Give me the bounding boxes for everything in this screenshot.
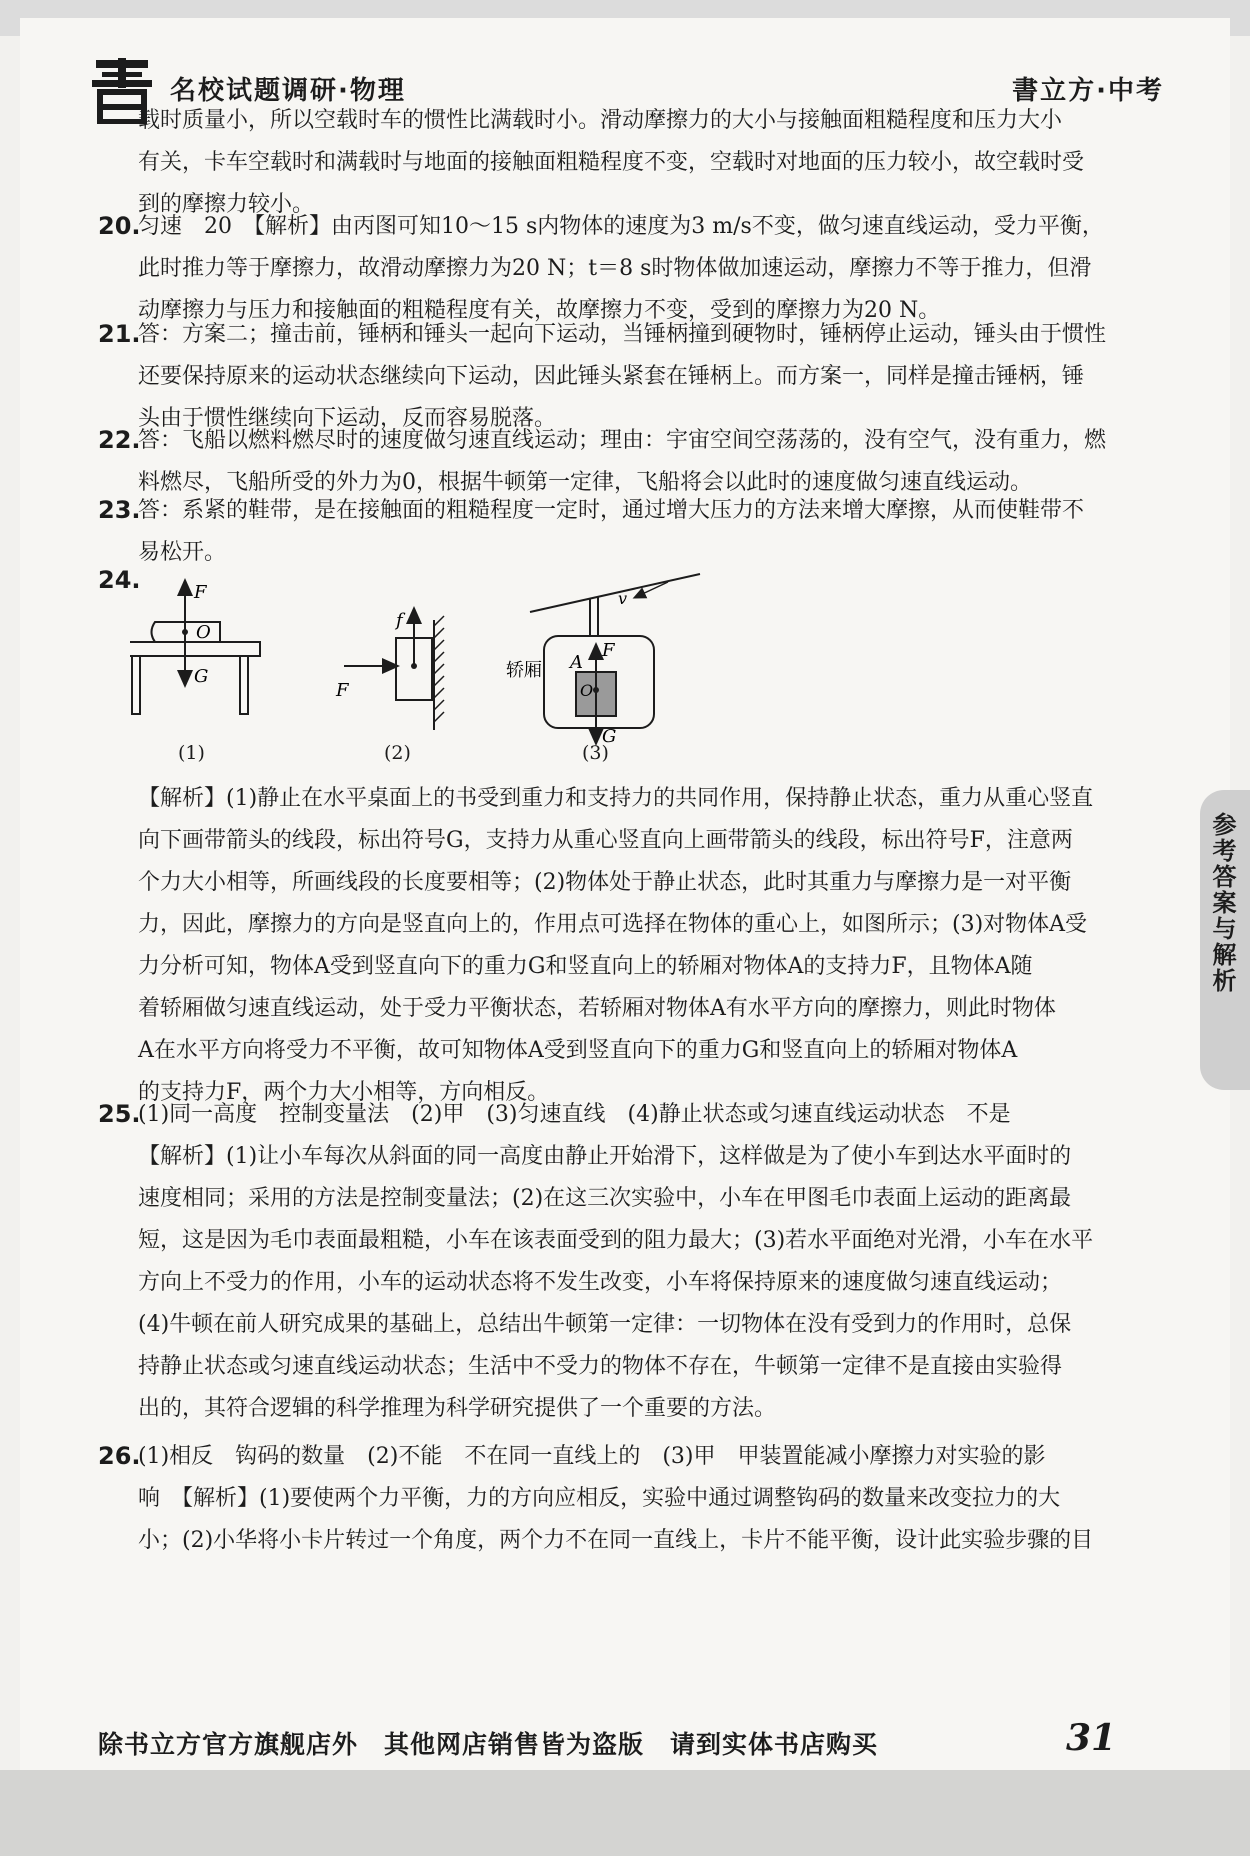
- text-line: 还要保持原来的运动状态继续向下运动，因此锤头紧套在锤柄上。而方案一，同样是撞击锤柄，锤: [138, 364, 1085, 389]
- text-line: 的支持力F，两个力大小相等，方向相反。: [138, 1080, 550, 1105]
- text-line: 短，这是因为毛巾表面最粗糙，小车在该表面受到的阻力最大；(3)若水平面绝对光滑，小车在水平: [138, 1228, 1094, 1253]
- push-label-f: F: [336, 680, 349, 701]
- question-number-25: 25.: [98, 1100, 141, 1128]
- text-line: 【解析】(1)让小车每次从斜面的同一高度由静止开始滑下，这样做是为了使小车到达水平面时的: [138, 1144, 1072, 1169]
- text-line: (4)牛顿在前人研究成果的基础上，总结出牛顿第一定律：一切物体在没有受到力的作用时，总保: [138, 1312, 1072, 1337]
- text-line: 小；(2)小华将小卡片转过一个角度，两个力不在同一直线上，卡片不能平衡，设计此实验步骤的目: [138, 1528, 1094, 1553]
- question-number-21: 21.: [98, 320, 141, 348]
- analysis-24: [138, 778, 1168, 1114]
- question-number-26: 26.: [98, 1442, 141, 1470]
- center-label-o: O: [196, 622, 211, 643]
- question-number-24: 24.: [98, 566, 141, 594]
- text-line: 出的，其符合逻辑的科学推理为科学研究提供了一个重要的方法。: [138, 1396, 777, 1421]
- side-tab-label: 参考答案与解析: [1208, 812, 1236, 994]
- question-number-20: 20.: [98, 212, 141, 240]
- text-line: (1)同一高度 控制变量法 (2)甲 (3)匀速直线 (4)静止状态或匀速直线运动状态 不是: [138, 1102, 1011, 1127]
- bottom-scan-band: [0, 1770, 1250, 1856]
- text-line: 答：飞船以燃料燃尽时的速度做匀速直线运动；理由：宇宙空间空荡荡的，没有空气，没有重力，燃: [138, 428, 1107, 453]
- text-line: 力，因此，摩擦力的方向是竖直向上的，作用点可选择在物体的重心上，如图所示；(3)对物体A受: [138, 912, 1088, 937]
- object-label-a: A: [570, 652, 583, 673]
- text-line: 向下画带箭头的线段，标出符号G，支持力从重心竖直向上画带箭头的线段，标出符号F，注意两: [138, 828, 1073, 853]
- text-line: 有关，卡车空载时和满载时与地面的接触面粗糙程度不变，空载时对地面的压力较小，故空载时受: [138, 150, 1085, 175]
- text-line: 载时质量小，所以空载时车的惯性比满载时小。滑动摩擦力的大小与接触面粗糙程度和压力大小: [138, 108, 1063, 133]
- friction-label-f: f: [396, 610, 403, 631]
- text-line: 动摩擦力与压力和接触面的粗糙程度有关，故摩擦力不变，受到的摩擦力为20 N。: [138, 298, 941, 323]
- text-line: 到的摩擦力较小。: [138, 192, 315, 217]
- text-line: 响 【解析】(1)要使两个力平衡，力的方向应相反，实验中通过调整钩码的数量来改变拉力的大: [138, 1486, 1061, 1511]
- text-line: 个力大小相等，所画线段的长度要相等；(2)物体处于静止状态，此时其重力与摩擦力是一对平衡: [138, 870, 1072, 895]
- text-line: 头由于惯性继续向下运动，反而容易脱落。: [138, 406, 557, 431]
- answer-26: [138, 1436, 1168, 1562]
- text-line: 持静止状态或匀速直线运动状态；生活中不受力的物体不存在，牛顿第一定律不是直接由实验得: [138, 1354, 1063, 1379]
- question-number-22: 22.: [98, 426, 141, 454]
- text-line: 方向上不受力的作用，小车的运动状态将不发生改变，小车将保持原来的速度做匀速直线运动；: [138, 1270, 1063, 1295]
- force-label-f: F: [194, 582, 207, 603]
- figure-cable-cabin: [500, 560, 720, 760]
- text-line: (1)相反 钩码的数量 (2)不能 不在同一直线上的 (3)甲 甲装置能减小摩擦力对实验的影: [138, 1444, 1046, 1469]
- text-line: 着轿厢做匀速直线运动，处于受力平衡状态，若轿厢对物体A有水平方向的摩擦力，则此时物体: [138, 996, 1056, 1021]
- text-line: 答：方案二；撞击前，锤柄和锤头一起向下运动，当锤柄撞到硬物时，锤柄停止运动，锤头由于惯性: [138, 322, 1107, 347]
- header-series-title: 名校试题调研·物理: [170, 76, 406, 106]
- page-number: 31: [1066, 1717, 1117, 1759]
- cabin-label: 轿厢: [506, 660, 542, 681]
- question-number-23: 23.: [98, 496, 141, 524]
- figure-book-on-table: [130, 570, 310, 750]
- text-line: 此时推力等于摩擦力，故滑动摩擦力为20 N；t＝8 s时物体做加速运动，摩擦力不等于推力，但滑: [138, 256, 1092, 281]
- support-label-f: F: [602, 640, 615, 661]
- caption-fig3: (3): [582, 742, 609, 764]
- text-line: 料燃尽，飞船所受的外力为0，根据牛顿第一定律，飞船将会以此时的速度做匀速直线运动。: [138, 470, 1033, 495]
- caption-fig2: (2): [384, 742, 411, 764]
- header-brand-title: 書立方·中考: [1012, 76, 1164, 106]
- gravity-label-g: G: [602, 726, 617, 747]
- text-line: A在水平方向将受力不平衡，故可知物体A受到竖直向下的重力G和竖直向上的轿厢对物体A: [138, 1038, 1018, 1063]
- anti-piracy-notice: 除书立方官方旗舰店外 其他网店销售皆为盗版 请到实体书店购买: [98, 1730, 879, 1759]
- velocity-label-v: v: [618, 589, 628, 608]
- gravity-label-g: G: [194, 666, 209, 687]
- answer-25: [138, 1094, 1168, 1430]
- text-line: 易松开。: [138, 540, 227, 565]
- text-line: 速度相同；采用的方法是控制变量法；(2)在这三次实验中，小车在甲图毛巾表面上运动的距离最: [138, 1186, 1072, 1211]
- figure-block-wall: [330, 590, 460, 730]
- center-label-o: O: [580, 681, 594, 700]
- text-line: 匀速 20 【解析】由丙图可知10～15 s内物体的速度为3 m/s不变，做匀速直线运动，受力平衡，: [138, 214, 1104, 239]
- text-line: 【解析】(1)静止在水平桌面上的书受到重力和支持力的共同作用，保持静止状态，重力从重心竖直: [138, 786, 1094, 811]
- text-line: 力分析可知，物体A受到竖直向下的重力G和竖直向上的轿厢对物体A的支持力F，且物体A随: [138, 954, 1033, 979]
- text-line: 答：系紧的鞋带，是在接触面的粗糙程度一定时，通过增大压力的方法来增大摩擦，从而使鞋带不: [138, 498, 1085, 523]
- caption-fig1: (1): [178, 742, 205, 764]
